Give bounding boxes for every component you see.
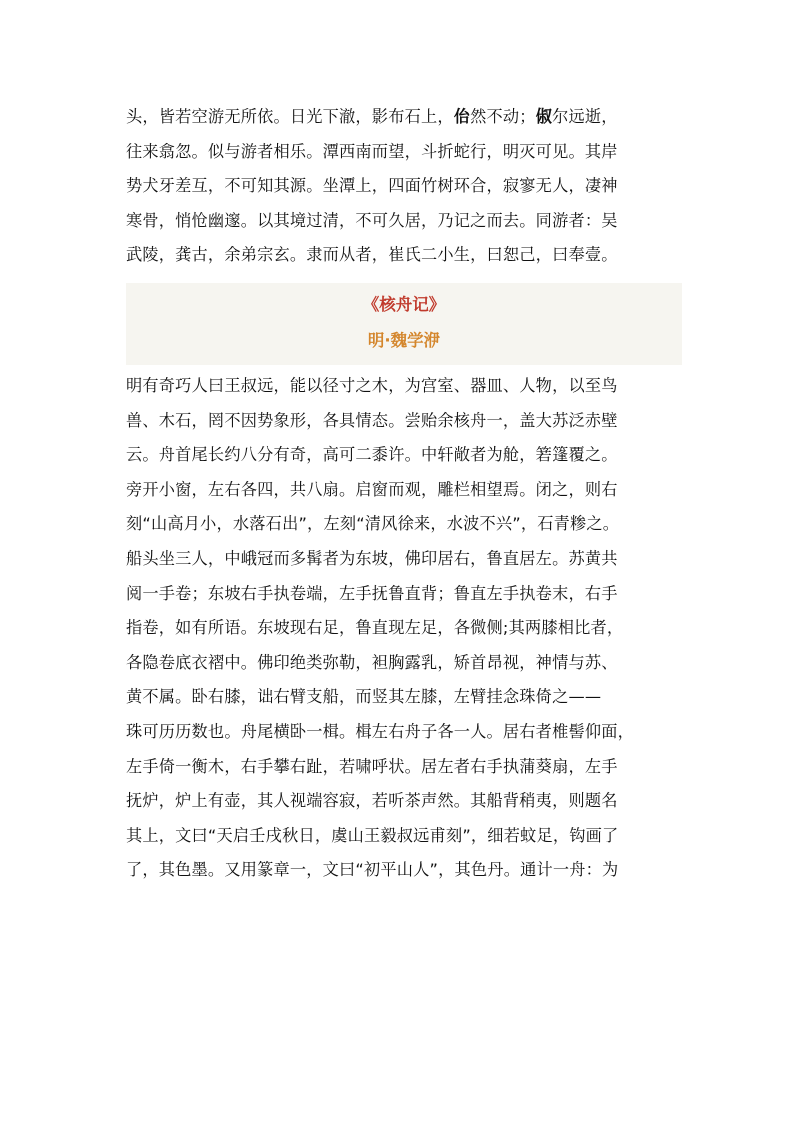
text-line: 抚炉，炉上有壶，其人视端容寂，若听茶声然。其船背稍夷，则题名 <box>126 791 618 811</box>
text-line: 势犬牙差互，不可知其源。坐潭上，四面竹树环合，寂寥无人，凄神 <box>126 176 618 196</box>
text-line: 珠可历历数也。舟尾横卧一楫。楫左右舟子各一人。居右者椎髻仰面， <box>126 721 635 741</box>
text-section-2 <box>126 369 682 888</box>
text-line: 阅一手卷；东坡右手执卷端，左手抚鲁直背；鲁直左手执卷末，右手 <box>126 583 618 603</box>
text-line: 云。舟首尾长约八分有奇，高可二黍许。中轩敞者为舱，箬篷覆之。 <box>126 445 618 465</box>
bold-character: 俶 <box>535 107 553 126</box>
text-line: 往来翕忽。似与游者相乐。潭西南而望，斗折蛇行，明灭可见。其岸 <box>126 141 618 161</box>
text-line: 了，其色墨。又用篆章一，文曰“初平山人”，其色丹。通计一舟：为 <box>126 860 619 880</box>
text-line: 明有奇巧人曰王叔远，能以径寸之木，为宫室、器皿、人物，以至鸟 <box>126 375 618 395</box>
text-segment: 头，皆若空游无所依。日光下澈，影布石上， <box>126 107 454 126</box>
text-segment: 尔远逝， <box>552 107 618 126</box>
heading-box <box>126 283 682 365</box>
text-line: 旁开小窗，左右各四，共八扇。启窗而观，雕栏相望焉。闭之，则右 <box>126 479 618 499</box>
document-page <box>126 100 682 888</box>
text-line <box>126 100 682 135</box>
text-line: 刻“山高月小，水落石出”，左刻“清风徐来，水波不兴”，石青糁之。 <box>126 514 620 534</box>
text-section-1 <box>126 100 682 273</box>
text-line: 寒骨，悄怆幽邃。以其境过清，不可久居，乃记之而去。同游者：吴 <box>126 210 618 230</box>
text-line: 武陵，龚古，余弟宗玄。隶而从者，崔氏二小生，曰恕己，曰奉壹。 <box>126 245 618 265</box>
text-line: 船头坐三人，中峨冠而多髯者为东坡，佛印居右，鲁直居左。苏黄共 <box>126 548 618 568</box>
text-line: 左手倚一衡木，右手攀右趾，若啸呼状。居左者右手执蒲葵扇，左手 <box>126 756 618 776</box>
text-line: 其上，文曰“天启壬戌秋日，虞山王毅叔远甫刻”，细若蚊足，钩画了 <box>126 825 619 845</box>
text-line: 黄不属。卧右膝，诎右臂支船，而竖其左膝，左臂挂念珠倚之—— <box>126 687 602 707</box>
text-line: 兽、木石，罔不因势象形，各具情态。尝贻余核舟一，盖大苏泛赤壁 <box>126 410 618 430</box>
author-name: 明·魏学洢 <box>367 330 441 350</box>
bold-character: 佁 <box>453 107 471 126</box>
work-title: 《核舟记》 <box>362 294 446 314</box>
text-segment: 然不动； <box>470 107 536 126</box>
text-line: 指卷，如有所语。东坡现右足，鲁直现左足，各微侧;其两膝相比者， <box>126 618 624 638</box>
text-line: 各隐卷底衣褶中。佛印绝类弥勒，袒胸露乳，矫首昂视，神情与苏、 <box>126 652 618 672</box>
